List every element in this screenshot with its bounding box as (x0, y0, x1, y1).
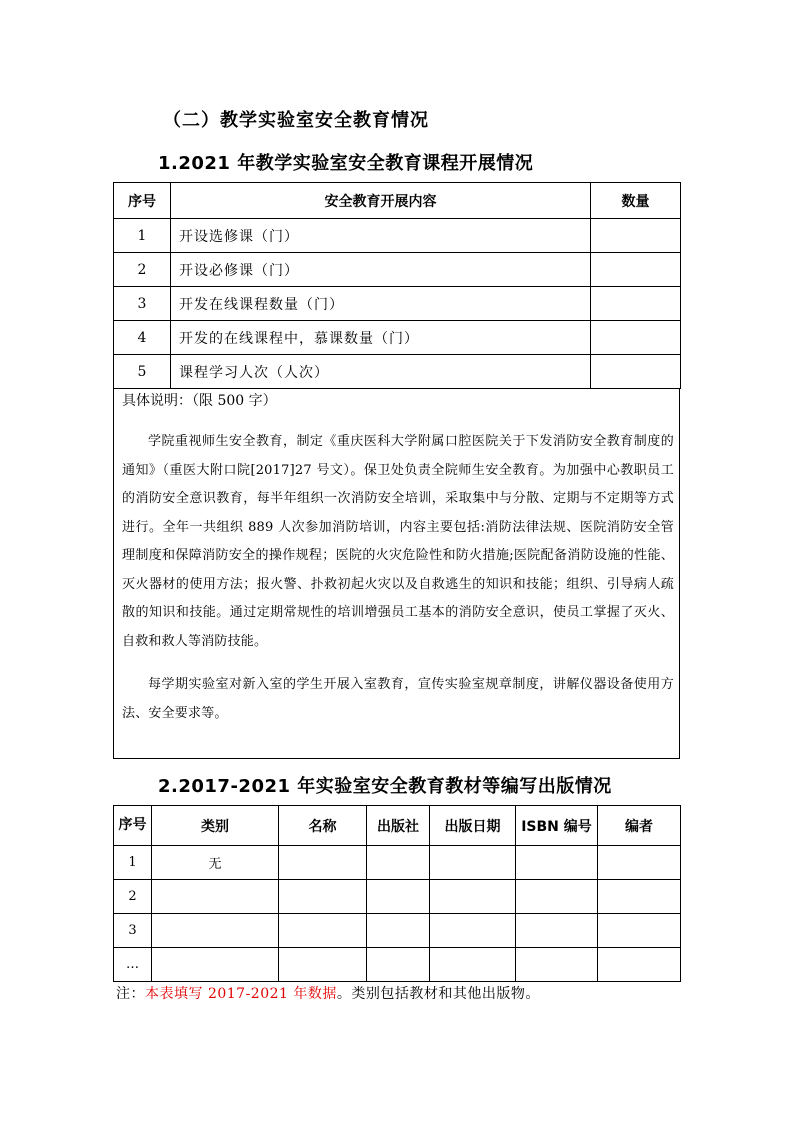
row-cell[interactable] (430, 948, 516, 982)
row-no: … (114, 948, 152, 982)
row-category[interactable] (152, 948, 279, 982)
row-no: 5 (114, 355, 171, 389)
row-cell[interactable] (516, 846, 598, 880)
header-isbn: ISBN 编号 (516, 806, 598, 846)
header-date: 出版日期 (430, 806, 516, 846)
row-content: 开设必修课（门） (171, 253, 591, 287)
table-row (114, 321, 681, 355)
row-cell[interactable] (516, 914, 598, 948)
row-content: 开设选修课（门） (171, 219, 591, 253)
table-row (114, 219, 681, 253)
header-no: 序号 (114, 806, 152, 846)
table-row (114, 287, 681, 321)
table-note (116, 983, 540, 1003)
description-paragraph-2: 每学期实验室对新入室的学生开展入室教育，宣传实验室规章制度，讲解仪器设备使用方法、安全要求等。 (122, 677, 674, 721)
table-row (114, 880, 681, 914)
row-content: 开发的在线课程中，慕课数量（门） (171, 321, 591, 355)
note-prefix: 注： (116, 986, 145, 1002)
note-suffix: 。类别包括教材和其他出版物。 (336, 986, 540, 1002)
row-cell[interactable] (598, 948, 681, 982)
description-paragraph-1: 学院重视师生安全教育，制定《重庆医科大学附属口腔医院关于下发消防安全教育制度的通知》（重医大附口院[2017]27 号文）。保卫处负责全院师生安全教育。为加强中心教职员工的消防安全意识教育，每半年组织一次消防安全培训，采取集中与分散、定期与不定期等方式进行。全年一共组织 889 人次参加消防培训，内容主要包括:消防法律法规、医院消防安全管理制度和保障消防安全的操作规程；医院的火灾危险性和防火措施;医院配备消防设施的性能、灭火器材的使用方法；报火警、扑救初起火灾以及自救逃生的知识和技能；组织、引导病人疏散的知识和技能。通过定期常规性的培训增强员工基本的消防安全意识，使员工掌握了灭火、自救和救人等消防技能。 (122, 434, 674, 649)
row-category[interactable] (152, 880, 279, 914)
row-cell[interactable] (367, 914, 430, 948)
subsection-title-courses: 1.2021 年教学实验室安全教育课程开展情况 (158, 153, 534, 174)
row-cell[interactable] (367, 880, 430, 914)
row-cell[interactable] (279, 846, 367, 880)
row-cell[interactable] (598, 880, 681, 914)
row-category[interactable] (152, 914, 279, 948)
header-name: 名称 (279, 806, 367, 846)
row-cell[interactable] (279, 914, 367, 948)
table-header-row (114, 806, 681, 846)
table-row (114, 948, 681, 982)
row-cell[interactable] (430, 914, 516, 948)
row-cell[interactable] (598, 914, 681, 948)
row-cell[interactable] (516, 880, 598, 914)
row-category[interactable]: 无 (152, 846, 279, 880)
row-cell[interactable] (367, 948, 430, 982)
row-no: 3 (114, 287, 171, 321)
textbook-table (113, 805, 681, 982)
row-no: 3 (114, 914, 152, 948)
header-qty: 数量 (591, 183, 681, 219)
section-title: （二）教学实验室安全教育情况 (163, 110, 429, 131)
header-content: 安全教育开展内容 (171, 183, 591, 219)
table-row (114, 914, 681, 948)
row-content: 课程学习人次（人次） (171, 355, 591, 389)
row-no: 1 (114, 846, 152, 880)
row-cell[interactable] (279, 880, 367, 914)
row-cell[interactable] (516, 948, 598, 982)
row-qty[interactable] (591, 219, 681, 253)
header-category: 类别 (152, 806, 279, 846)
header-publisher: 出版社 (367, 806, 430, 846)
table-row (114, 846, 681, 880)
table-row (114, 253, 681, 287)
row-no: 4 (114, 321, 171, 355)
note-highlight: 本表填写 2017-2021 年数据 (145, 986, 337, 1002)
table-row (114, 355, 681, 389)
header-editor: 编者 (598, 806, 681, 846)
description-label: 具体说明：（限 500 字） (122, 393, 277, 409)
row-content: 开发在线课程数量（门） (171, 287, 591, 321)
description-cell (113, 388, 680, 759)
subsection-title-textbooks: 2.2017-2021 年实验室安全教育教材等编写出版情况 (158, 776, 612, 797)
row-qty[interactable] (591, 355, 681, 389)
row-cell[interactable] (430, 880, 516, 914)
header-no: 序号 (114, 183, 171, 219)
row-cell[interactable] (598, 846, 681, 880)
row-cell[interactable] (367, 846, 430, 880)
course-table (113, 182, 681, 389)
row-qty[interactable] (591, 253, 681, 287)
row-no: 1 (114, 219, 171, 253)
row-no: 2 (114, 253, 171, 287)
table-header-row (114, 183, 681, 219)
row-cell[interactable] (430, 846, 516, 880)
row-qty[interactable] (591, 321, 681, 355)
row-no: 2 (114, 880, 152, 914)
row-cell[interactable] (279, 948, 367, 982)
row-qty[interactable] (591, 287, 681, 321)
